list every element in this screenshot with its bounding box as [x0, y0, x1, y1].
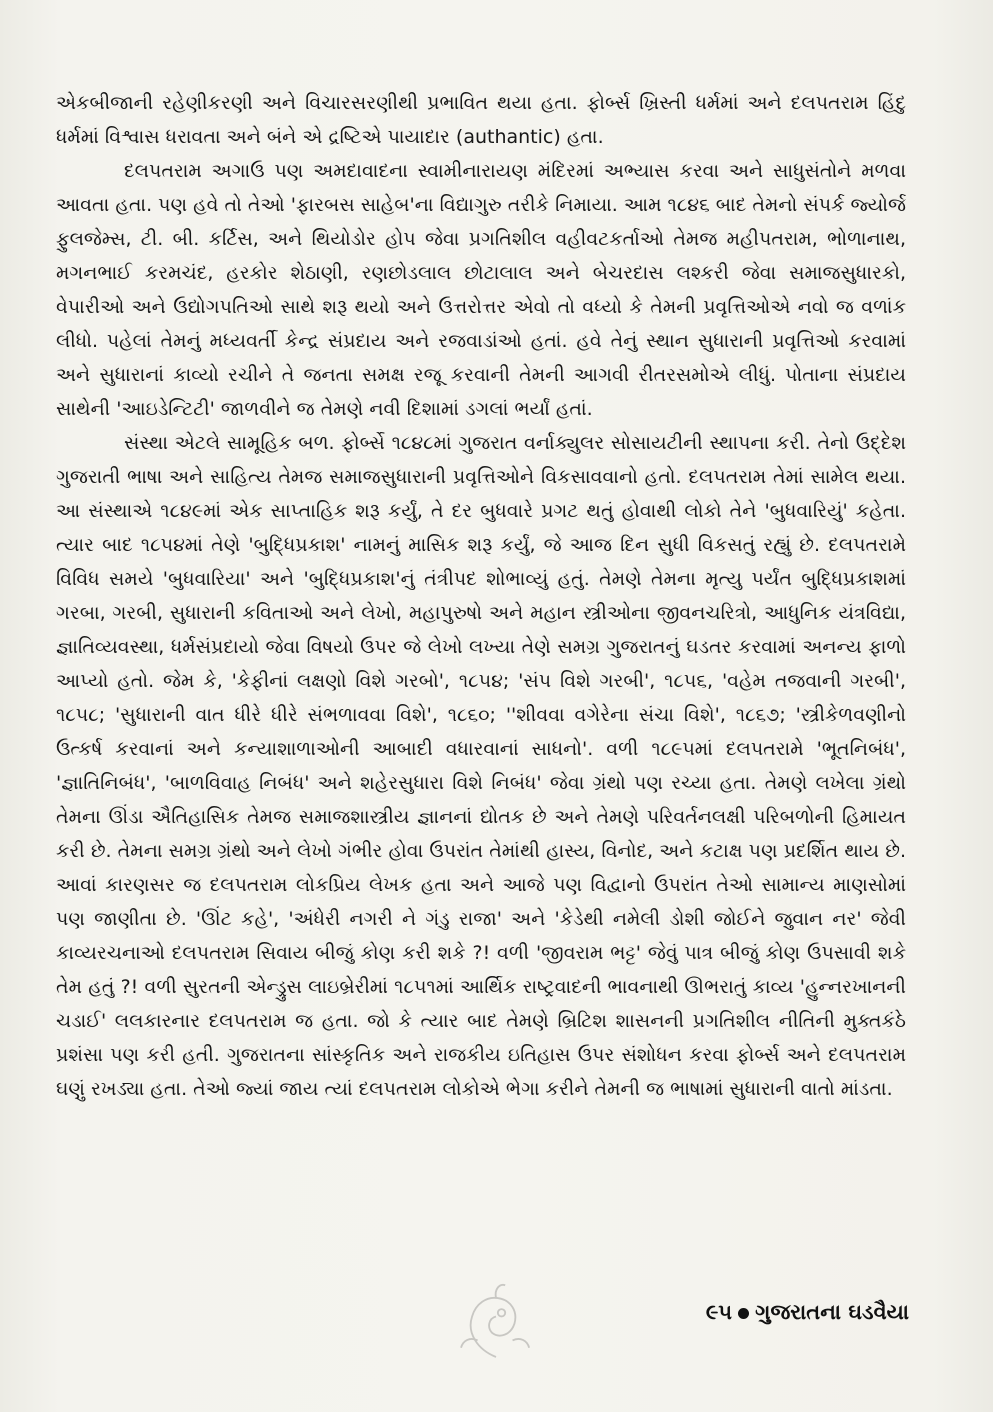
- decorative-ornament-icon: [450, 1276, 542, 1368]
- paragraph-continuation: એકબીજાની રહેણીકરણી અને વિચારસરણીથી પ્રભાવિત થયા હતા. ફોર્બ્સ ખ્રિસ્તી ધર્મમાં અને દલપતરામ હિંદુ ધર્મમાં વિશ્વાસ ધરાવતા અને બંને એ દ્રષ્ટિએ પાયાદાર (authantic) હતા.: [56, 92, 906, 148]
- paragraph: સંસ્થા એટલે સામૂહિક બળ. ફોર્બ્સે ૧૮૪૮માં ગુજરાત વર્નાક્યુલર સોસાયટીની સ્થાપના કરી. તેનો ઉદ્દેશ ગુજરાતી ભાષા અને સાહિત્ય તેમજ સમાજસુધારાની પ્રવૃત્તિઓને વિકસાવવાનો હતો. દલપતરામ તેમાં સામેલ થયા. આ સંસ્થાએ ૧૮૪૯માં એક સાપ્તાહિક શરૂ કર્યું, તે દર બુધવારે પ્રગટ થતું હોવાથી લોકો તેને 'બુધવારિયું' કહેતા. ત્યાર બાદ ૧૮૫૪માં તેણે 'બુદ્ધિપ્રકાશ' નામનું માસિક શરૂ કર્યું, જે આજ દિન સુધી વિકસતું રહ્યું છે. દલપતરામે વિવિધ સમયે 'બુધવારિયા' અને 'બુદ્ધિપ્રકાશ'નું તંત્રીપદ શોભાવ્યું હતું. તેમણે તેમના મૃત્યુ પર્યંત બુદ્ધિપ્રકાશમાં ગરબા, ગરબી, સુધારાની કવિતાઓ અને લેખો, મહાપુરુષો અને મહાન સ્ત્રીઓના જીવનચરિત્રો, આધુનિક યંત્રવિદ્યા, જ્ઞાતિવ્યવસ્થા, ધર્મસંપ્રદાયો જેવા વિષયો ઉપર જે લેખો લખ્યા તેણે સમગ્ર ગુજરાતનું ઘડતર કરવામાં અનન્ય ફાળો આપ્યો હતો. જેમ કે, 'કેફીનાં લક્ષણો વિશે ગરબો', ૧૮૫૪; 'સંપ વિશે ગરબી', ૧૮૫૬, 'વહેમ તજવાની ગરબી', ૧૮૫૮; 'સુધારાની વાત ધીરે ધીરે સંભળાવવા વિશે', ૧૮૬૦; ''શીવવા વગેરેના સંચા વિશે', ૧૮૬૭; 'સ્ત્રીકેળવણીનો ઉત્કર્ષ કરવાનાં અને કન્યાશાળાઓની આબાદી વધારવાનાં સાધનો'. વળી ૧૮૯૫માં દલપતરામે 'ભૂતનિબંધ', 'જ્ઞાતિનિબંધ', 'બાળવિવાહ નિબંધ' અને શહેરસુધારા વિશે નિબંધ' જેવા ગ્રંથો પણ રચ્યા હતા. તેમણે લખેલા ગ્રંથો તેમના ઊંડા ઐતિહાસિક તેમજ સમાજશાસ્ત્રીય જ્ઞાનનાં દ્યોતક છે અને તેમણે પરિવર્તનલક્ષી પરિબળોની હિમાયત કરી છે. તેમના સમગ્ર ગ્રંથો અને લેખો ગંભીર હોવા ઉપરાંત તેમાંથી હાસ્ય, વિનોદ, અને કટાક્ષ પણ પ્રદર્શિત થાય છે. આવાં કારણસર જ દલપતરામ લોકપ્રિય લેખક હતા અને આજે પણ વિદ્વાનો ઉપરાંત તેઓ સામાન્ય માણસોમાં પણ જાણીતા છે. 'ઊંટ કહે', 'અંધેરી નગરી ને ગંડુ રાજા' અને 'કેડેથી નમેલી ડોશી જોઈને જુવાન નર' જેવી કાવ્યરચનાઓ દલપતરામ સિવાય બીજું કોણ કરી શકે ?! વળી 'જીવરામ ભટ્ટ' જેવું પાત્ર બીજું કોણ ઉપસાવી શકે તેમ હતું ?! વળી સુરતની એન્ડ્રુસ લાઇબ્રેરીમાં ૧૮૫૧માં આર્થિક રાષ્ટ્રવાદની ભાવનાથી ઊભરાતું કાવ્ય 'હુન્નરખાનની ચડાઈ' લલકારનાર દલપતરામ જ હતા. જો કે ત્યાર બાદ તેમણે બ્રિટિશ શાસનની પ્રગતિશીલ નીતિની મુક્તકંઠે પ્રશંસા પણ કરી હતી. ગુજરાતના સાંસ્કૃતિક અને રાજકીય ઇતિહાસ ઉપર સંશોધન કરવા ફોર્બ્સ અને દલપતરામ ઘણું રખડ્યા હતા. તેઓ જ્યાં જાય ત્યાં દલપતરામ લોકોએ ભેગા કરીને તેમની જ ભાષામાં સુધારાની વાતો માંડતા.: [56, 432, 906, 1100]
- page-number: ૯૫: [705, 1300, 733, 1324]
- paragraph: દલપતરામ અગાઉ પણ અમદાવાદના સ્વામીનારાયણ મંદિરમાં અભ્યાસ કરવા અને સાધુસંતોને મળવા આવતા હતા. પણ હવે તો તેઓ 'ફારબસ સાહેબ'ના વિદ્યાગુરુ તરીકે નિમાયા. આમ ૧૮૪૬ બાદ તેમનો સંપર્ક જ્યોર્જ ફુલજેમ્સ, ટી. બી. કર્ટિસ, અને થિયોડોર હોપ જેવા પ્રગતિશીલ વહીવટકર્તાઓ તેમજ મહીપતરામ, ભોળાનાથ, મગનભાઈ કરમચંદ, હરકોર શેઠાણી, રણછોડલાલ છોટાલાલ અને બેચરદાસ લશ્કરી જેવા સમાજસુધારકો, વેપારીઓ અને ઉદ્યોગપતિઓ સાથે શરૂ થયો અને ઉત્તરોત્તર એવો તો વધ્યો કે તેમની પ્રવૃત્તિઓએ નવો જ વળાંક લીધો. પહેલાં તેમનું મધ્યવર્તી કેન્દ્ર સંપ્રદાય અને રજવાડાંઓ હતાં. હવે તેનું સ્થાન સુધારાની પ્રવૃત્તિઓ કરવામાં અને સુધારાનાં કાવ્યો રચીને તે જનતા સમક્ષ રજૂ કરવાની તેમની આગવી રીતરસમોએ લીધું. પોતાના સંપ્રદાય સાથેની 'આઇડેન્ટિટી' જાળવીને જ તેમણે નવી દિશામાં ડગલાં ભર્યાં હતાં.: [56, 160, 906, 420]
- bullet-dot-icon: [738, 1308, 749, 1319]
- book-title: ગુજરાતના ઘડવૈયા: [755, 1300, 909, 1324]
- body-text: [56, 86, 906, 1106]
- page-footer: [706, 1300, 909, 1325]
